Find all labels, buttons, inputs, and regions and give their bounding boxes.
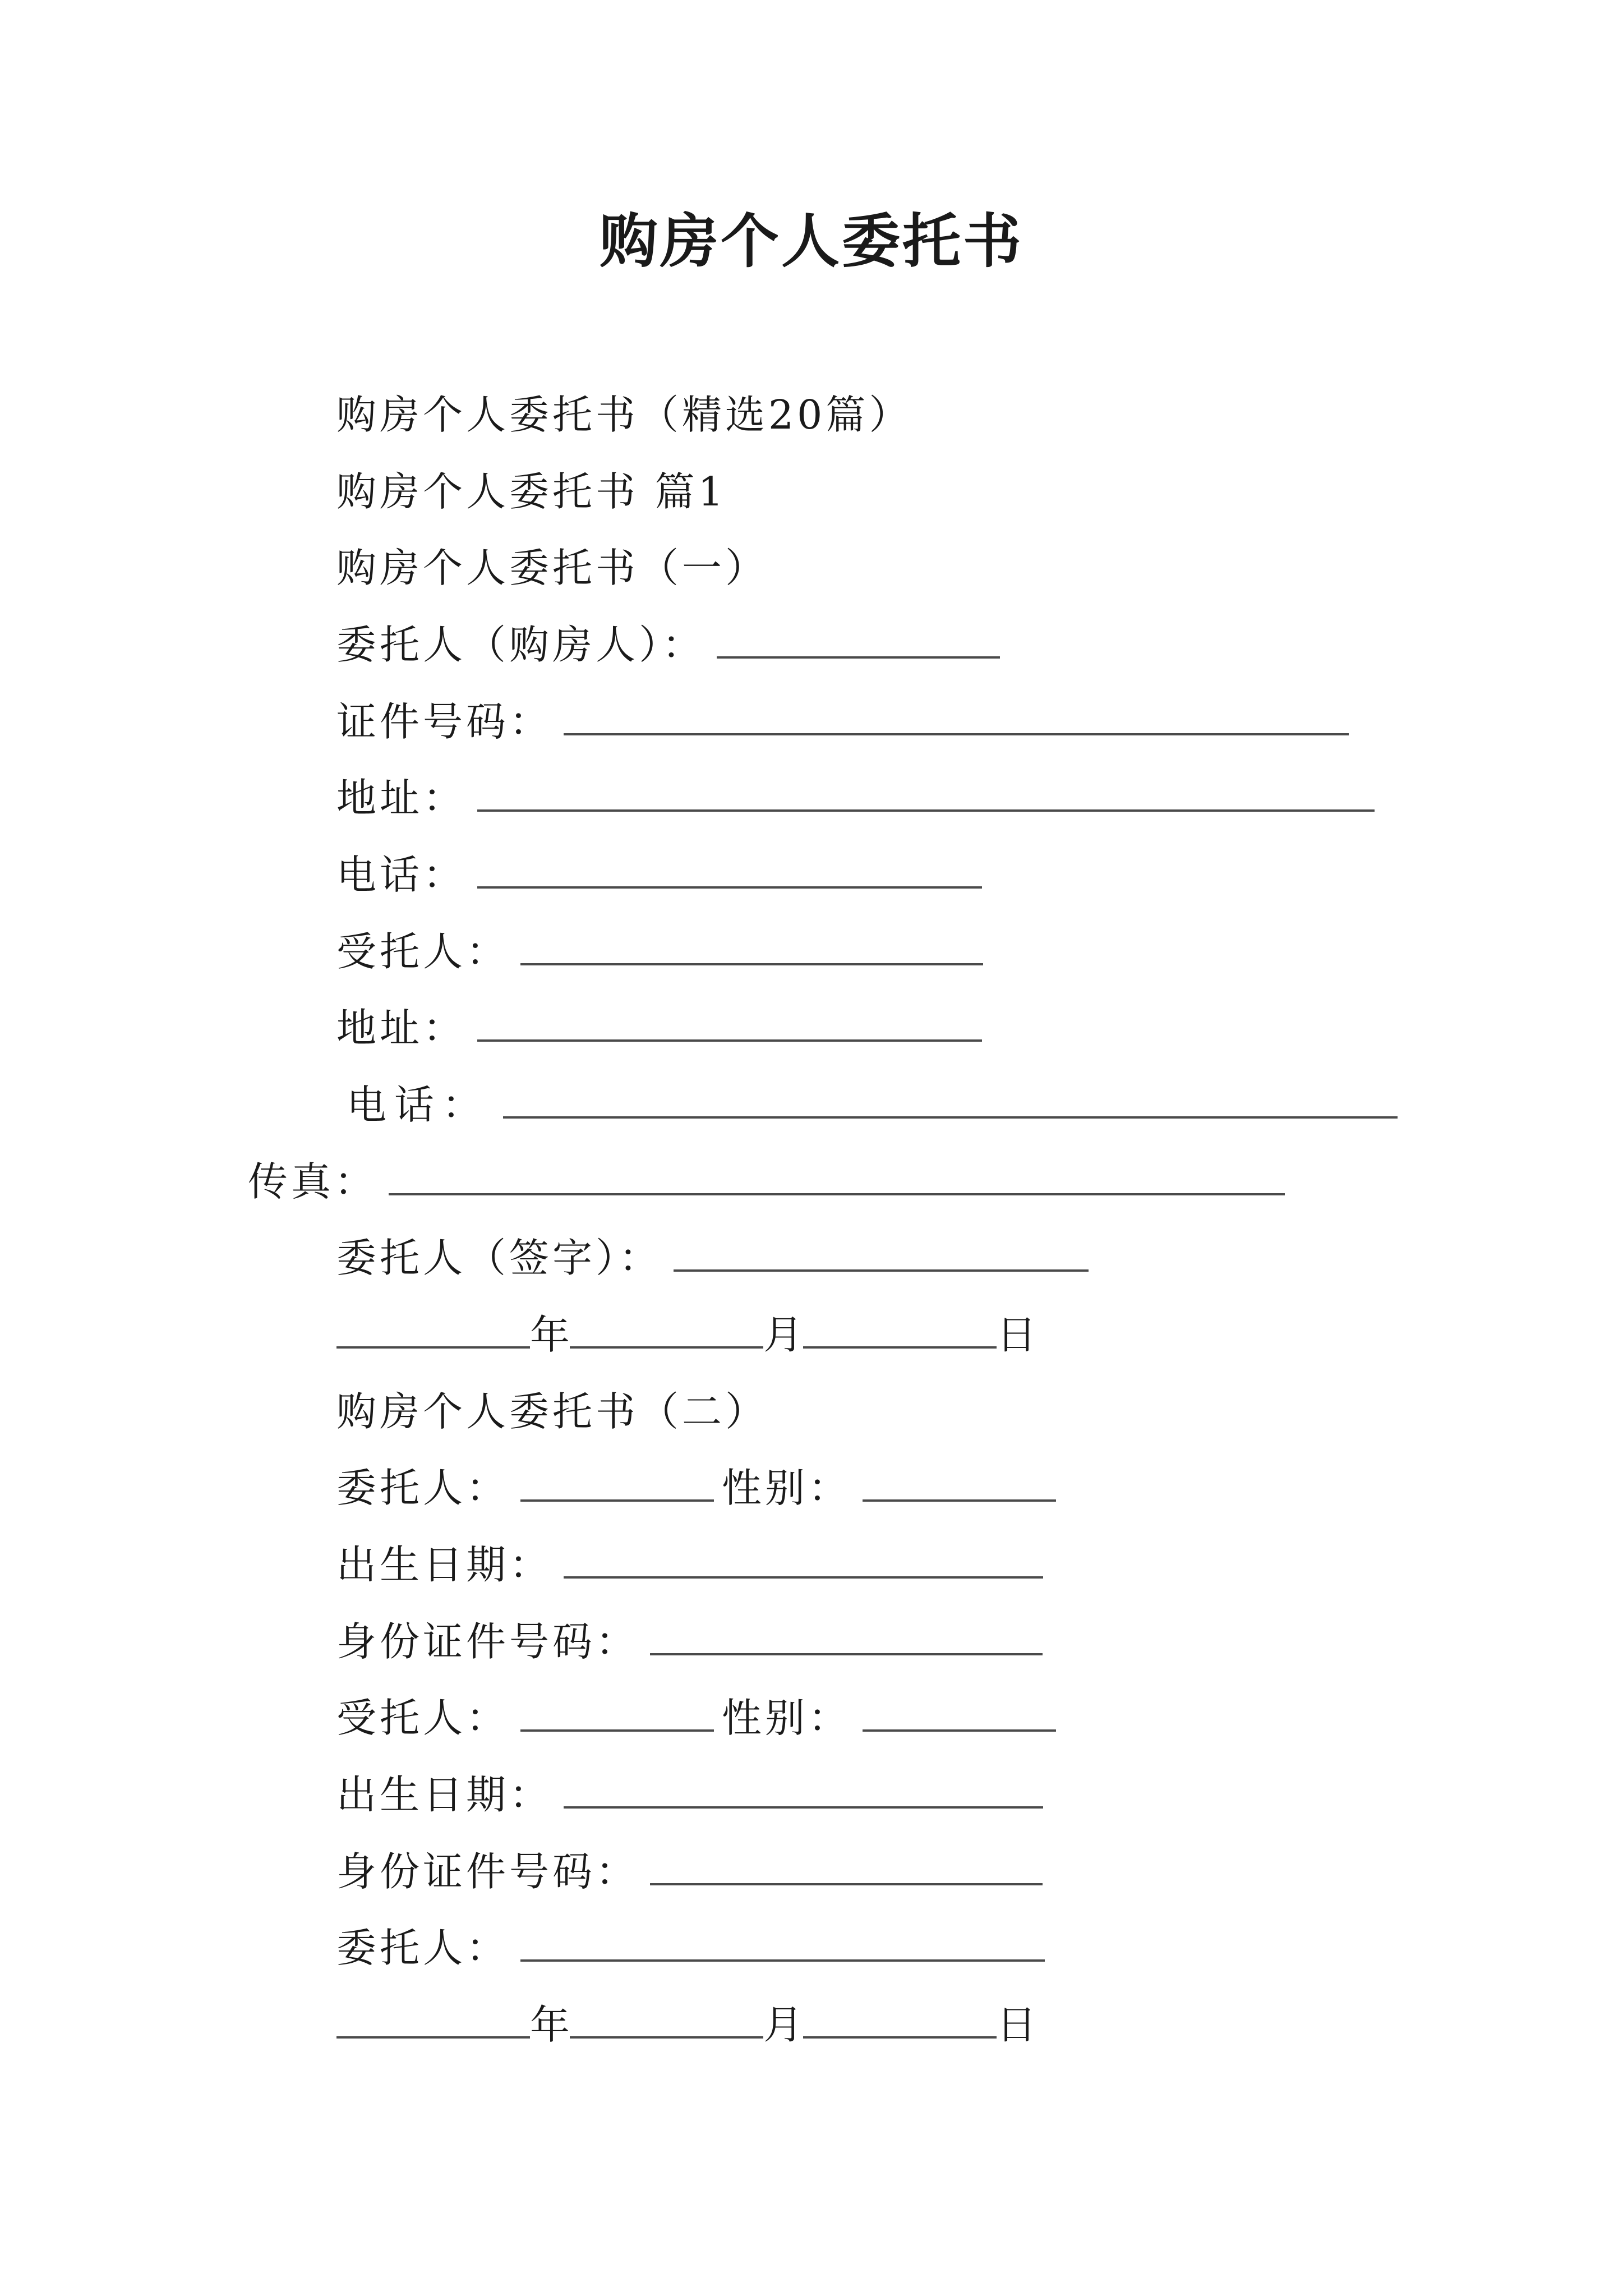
month-label-2: 月 [763, 2001, 804, 2048]
id-card-label: 身份证件号码： [336, 1618, 639, 1665]
section1-heading-text: 购房个人委托书（一） [336, 545, 769, 591]
fax-field [248, 1154, 1285, 1210]
date-field-2 [336, 1997, 1036, 2053]
phone-label: 电话： [336, 852, 467, 898]
fax-label: 传真： [248, 1158, 378, 1205]
principal2-label: 委托人： [336, 1465, 510, 1511]
principal-sign-label: 委托人： [336, 1925, 510, 1971]
day-blank-2[interactable] [803, 2036, 997, 2039]
day-label-1: 日 [997, 1312, 1037, 1358]
gender-label: 性别： [722, 1465, 852, 1511]
id-card-field [336, 1614, 1043, 1670]
principal2-field [336, 1460, 1056, 1516]
agent-address-label: 地址： [336, 1005, 467, 1051]
agent-birth-date-blank[interactable] [564, 1806, 1043, 1809]
year-blank-1[interactable] [336, 1346, 530, 1349]
fax-blank[interactable] [389, 1193, 1285, 1195]
year-label-1: 年 [530, 1312, 570, 1358]
agent-id-card-field [336, 1844, 1043, 1900]
id-number-blank[interactable] [564, 733, 1349, 735]
principal-field [336, 617, 1000, 673]
agent-gender-blank[interactable] [863, 1729, 1056, 1732]
address-field [336, 770, 1375, 826]
signature-label: 委托人（签字）： [336, 1235, 662, 1281]
agent-phone-blank[interactable] [503, 1116, 1398, 1119]
id-card-blank[interactable] [650, 1653, 1043, 1655]
principal-sign-field [336, 1920, 1045, 1976]
day-label-2: 日 [997, 2001, 1037, 2048]
agent-phone-field [347, 1077, 1398, 1133]
birth-date-label: 出生日期： [336, 1542, 553, 1588]
date-field-1 [336, 1307, 1036, 1363]
month-blank-1[interactable] [570, 1346, 763, 1349]
gender-blank[interactable] [863, 1499, 1056, 1502]
agent-blank[interactable] [520, 963, 983, 965]
principal-label: 委托人（购房人）： [336, 622, 706, 668]
section2-heading [336, 1384, 768, 1440]
section1-heading [336, 540, 768, 596]
address-label: 地址： [336, 775, 467, 821]
agent-address-field [336, 1000, 982, 1056]
agent-field [336, 924, 983, 980]
birth-date-blank[interactable] [564, 1576, 1043, 1579]
agent2-field [336, 1690, 1056, 1746]
document-subtitle [336, 387, 912, 443]
agent-gender-label: 性别： [722, 1695, 852, 1741]
address-blank[interactable] [477, 809, 1375, 812]
section2-heading-text: 购房个人委托书（二） [336, 1388, 769, 1435]
id-number-field [336, 694, 1349, 750]
year-blank-2[interactable] [336, 2036, 530, 2039]
agent2-blank[interactable] [520, 1729, 714, 1732]
id-number-label: 证件号码： [336, 698, 553, 745]
signature-blank[interactable] [674, 1269, 1089, 1272]
day-blank-1[interactable] [803, 1346, 997, 1349]
document-title: 购房个人委托书 [599, 206, 1023, 275]
birth-date-field [336, 1537, 1043, 1593]
month-label-1: 月 [763, 1312, 804, 1358]
agent-label: 受托人： [336, 928, 510, 975]
agent-address-blank[interactable] [477, 1039, 982, 1042]
agent-id-card-blank[interactable] [650, 1883, 1043, 1885]
phone-field [336, 847, 982, 903]
agent2-label: 受托人： [336, 1695, 510, 1741]
year-label-2: 年 [530, 2001, 570, 2048]
subtitle-text: 购房个人委托书（精选20篇） [336, 392, 912, 438]
principal2-blank[interactable] [520, 1499, 714, 1502]
principal-sign-blank[interactable] [520, 1959, 1045, 1962]
article-heading [336, 464, 727, 520]
agent-phone-label: 电话： [347, 1082, 490, 1128]
principal-blank[interactable] [717, 656, 1000, 659]
signature-field [336, 1230, 1089, 1286]
article-heading-text: 购房个人委托书 篇1 [336, 468, 727, 515]
phone-blank[interactable] [477, 886, 982, 889]
agent-birth-date-label: 出生日期： [336, 1772, 553, 1818]
agent-id-card-label: 身份证件号码： [336, 1848, 639, 1895]
agent-birth-date-field [336, 1767, 1043, 1823]
month-blank-2[interactable] [570, 2036, 763, 2039]
